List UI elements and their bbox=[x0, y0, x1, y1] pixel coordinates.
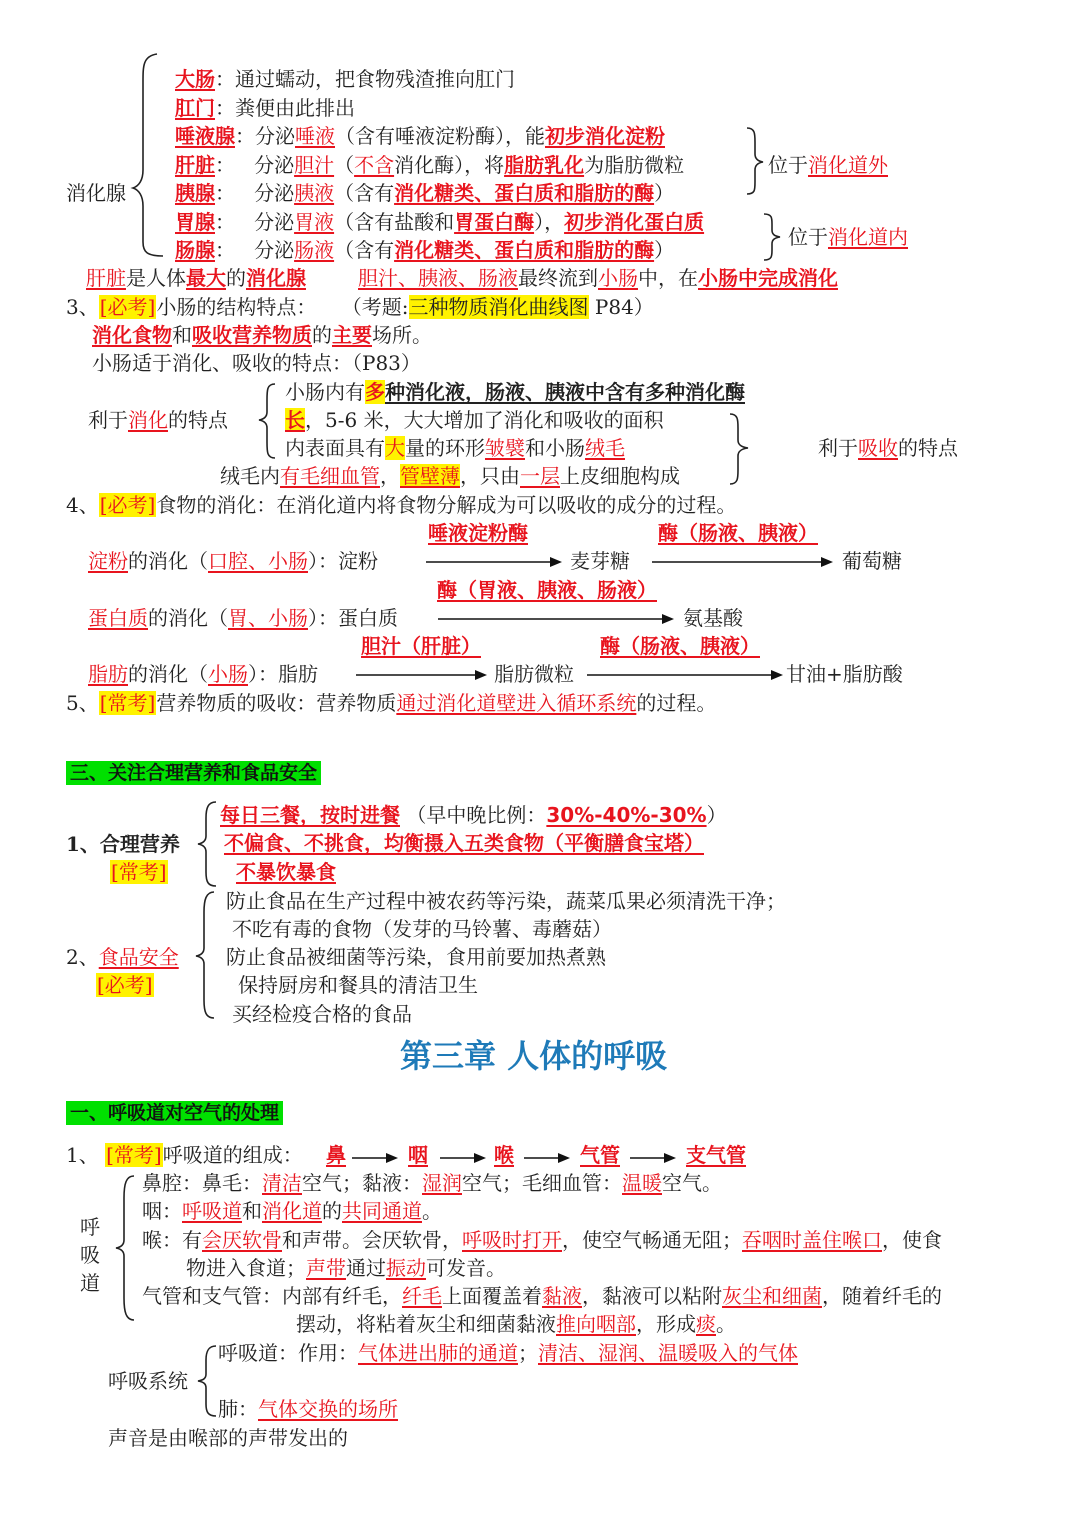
fat-arrow1 bbox=[354, 665, 489, 685]
nutrition-title: 1、合理营养 bbox=[66, 832, 180, 856]
glands-label: 消化腺 bbox=[66, 181, 126, 205]
resp-larynx: 喉：有会厌软骨和声带。会厌软骨，呼吸时打开，使空气畅通无阻；吞咽时盖住喉口，使食 bbox=[142, 1228, 942, 1252]
resp-brace bbox=[114, 1174, 138, 1324]
inside-label: 位于消化道内 bbox=[788, 225, 908, 249]
fat-mid: 脂肪微粒 bbox=[494, 662, 574, 686]
resp-trachea: 气管和支气管：内部有纤毛，纤毛上面覆盖着黏液，黏液可以粘附灰尘和细菌，随着纤毛的 bbox=[142, 1284, 942, 1308]
p3-heading: 3、[必考]小肠的结构特点： （考题:三种物质消化曲线图 P84） bbox=[66, 295, 654, 319]
p3-item-c: 内表面具有大量的环形皱襞和小肠绒毛 bbox=[285, 436, 625, 460]
starch-enzyme1: 唾液淀粉酶 bbox=[428, 521, 528, 545]
row-ganzang: 肝脏： 分泌胆汁（不含消化酶），将脂肪乳化为脂肪微粒 bbox=[175, 153, 685, 177]
resp-arrow-2 bbox=[438, 1148, 488, 1168]
fat-arrow2 bbox=[585, 665, 785, 685]
resp-arrow-3 bbox=[522, 1148, 572, 1168]
section-one-title: 一、呼吸道对空气的处理 bbox=[66, 1099, 283, 1126]
resp-voice: 声音是由喉部的声带发出的 bbox=[108, 1426, 348, 1450]
outside-label: 位于消化道外 bbox=[768, 153, 888, 177]
protein-enzyme: 酶（胃液、胰液、肠液） bbox=[437, 578, 657, 602]
resp-system-label: 呼吸系统 bbox=[108, 1369, 188, 1393]
resp-trachea-2: 摆动，将粘着灰尘和细菌黏液推向咽部，形成痰。 bbox=[296, 1312, 736, 1336]
resp-side-1: 呼 bbox=[80, 1215, 100, 1239]
starch-row: 淀粉的消化（口腔、小肠）：淀粉 bbox=[88, 549, 378, 573]
resp-node-3: 喉 bbox=[494, 1143, 514, 1167]
resp-node-1: 鼻 bbox=[326, 1143, 346, 1167]
absorb-brace bbox=[728, 412, 754, 486]
resp-side-2: 吸 bbox=[80, 1243, 100, 1267]
resp-side-3: 道 bbox=[80, 1271, 100, 1295]
protein-end: 氨基酸 bbox=[683, 606, 743, 630]
p3-line2: 消化食物和吸收营养物质的主要场所。 bbox=[92, 323, 432, 347]
safety-item-3: 防止食品被细菌等污染，食用前要加热煮熟 bbox=[226, 945, 606, 969]
resp-heading: 1、 [常考]呼吸道的组成： bbox=[66, 1143, 303, 1167]
p3-line3: 小肠适于消化、吸收的特点：（P83） bbox=[92, 351, 421, 375]
inside-brace bbox=[762, 212, 784, 262]
starch-end: 葡萄糖 bbox=[842, 549, 902, 573]
fat-row: 脂肪的消化（小肠）：脂肪 bbox=[88, 662, 318, 686]
resp-tract: 呼吸道：作用：气体进出肺的通道；清洁、湿润、温暖吸入的气体 bbox=[218, 1341, 798, 1365]
resp-arrow-1 bbox=[350, 1148, 400, 1168]
starch-arrow1 bbox=[424, 552, 564, 572]
row-weixian: 胃腺： 分泌胃液（含有盐酸和胃蛋白酶），初步消化蛋白质 bbox=[175, 210, 705, 234]
p3-right-label: 利于吸收的特点 bbox=[818, 436, 958, 460]
resp-node-4: 气管 bbox=[580, 1143, 620, 1167]
p5-line: 5、[常考]营养物质的吸收：营养物质通过消化道壁进入循环系统的过程。 bbox=[66, 691, 717, 715]
row-tuoye: 唾液腺：分泌唾液（含有唾液淀粉酶），能初步消化淀粉 bbox=[175, 124, 665, 148]
starch-mid: 麦芽糖 bbox=[570, 549, 630, 573]
p3-left-label: 利于消化的特点 bbox=[88, 408, 228, 432]
row-dachang: 大肠：通过蠕动，把食物残渣推向肛门 bbox=[175, 67, 515, 91]
p4-heading: 4、[必考]食物的消化：在消化道内将食物分解成为可以吸收的成分的过程。 bbox=[66, 493, 737, 517]
p3-item-d: 绒毛内有毛细血管，管壁薄，只由一层上皮细胞构成 bbox=[220, 464, 680, 488]
resp-node-2: 咽 bbox=[408, 1143, 428, 1167]
safety-title: 2、食品安全 bbox=[66, 945, 179, 969]
outside-brace bbox=[745, 126, 767, 196]
starch-enzyme2: 酶（肠液、胰液） bbox=[658, 521, 818, 545]
glands-summary: 肝脏是人体最大的消化腺 胆汁、胰液、肠液最终流到小肠中，在小肠中完成消化 bbox=[86, 266, 838, 290]
nutrition-c: 不暴饮暴食 bbox=[236, 860, 336, 884]
chapter-title: 第三章 人体的呼吸 bbox=[400, 1037, 668, 1075]
row-yixian: 胰腺： 分泌胰液（含有消化糖类、蛋白质和脂肪的酶） bbox=[175, 181, 675, 205]
resp-arrow-4 bbox=[628, 1148, 678, 1168]
resp-lung: 肺：气体交换的场所 bbox=[218, 1397, 398, 1421]
row-changxian: 肠腺： 分泌肠液（含有消化糖类、蛋白质和脂肪的酶） bbox=[175, 238, 675, 262]
system-brace bbox=[196, 1344, 220, 1420]
resp-larynx-2: 物进入食道；声带通过振动可发音。 bbox=[186, 1256, 506, 1280]
p3-item-a: 小肠内有多种消化液，肠液、胰液中含有多种消化酶 bbox=[285, 380, 745, 404]
nutrition-brace bbox=[196, 800, 220, 890]
resp-pharynx: 咽：呼吸道和消化道的共同通道。 bbox=[142, 1199, 442, 1223]
safety-tag: [必考] bbox=[97, 973, 153, 997]
nutrition-b: 不偏食、不挑食，均衡摄入五类食物（平衡膳食宝塔） bbox=[224, 831, 704, 855]
safety-item-5: 买经检疫合格的食品 bbox=[232, 1002, 412, 1026]
nutrition-tag: [常考] bbox=[111, 860, 167, 884]
safety-item-1: 防止食品在生产过程中被农药等污染，蔬菜瓜果必须清洗干净； bbox=[226, 889, 786, 913]
nutrition-a: 每日三餐，按时进餐 （早中晚比例：30%-40%-30%） bbox=[220, 803, 727, 827]
safety-item-2: 不吃有毒的食物（发芽的马铃薯、毒蘑菇） bbox=[232, 917, 612, 941]
safety-brace bbox=[194, 890, 218, 1022]
safety-item-4: 保持厨房和餐具的清洁卫生 bbox=[238, 973, 478, 997]
resp-nose: 鼻腔：鼻毛：清洁空气；黏液：湿润空气；毛细血管：温暖空气。 bbox=[142, 1171, 722, 1195]
protein-arrow bbox=[436, 609, 676, 629]
resp-node-5: 支气管 bbox=[686, 1143, 746, 1167]
section-three-title: 三、关注合理营养和食品安全 bbox=[66, 759, 321, 786]
protein-row: 蛋白质的消化（胃、小肠）：蛋白质 bbox=[88, 606, 398, 630]
starch-arrow2 bbox=[650, 552, 835, 572]
fat-enzyme1: 胆汁（肝脏） bbox=[361, 634, 481, 658]
digest-brace bbox=[255, 382, 281, 462]
p3-item-b: 长，5-6 米，大大增加了消化和吸收的面积 bbox=[285, 408, 664, 432]
row-gangmen: 肛门：粪便由此排出 bbox=[175, 96, 355, 120]
fat-enzyme2: 酶（肠液、胰液） bbox=[600, 634, 760, 658]
glands-brace bbox=[135, 52, 175, 262]
fat-end: 甘油+脂肪酸 bbox=[786, 662, 903, 686]
